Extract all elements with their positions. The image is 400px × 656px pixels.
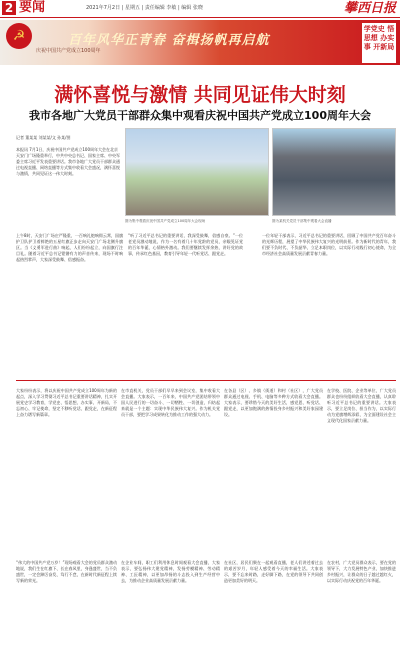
article-column: 上午8时，天安门广场庄严隆重，一百响礼炮响彻云霄，国旗护卫队护卫着鲜艳的五星红旗正步走向天安门广场北侧升旗区。当《义勇军进行曲》响起，人们纷纷起立，向国旗行注目礼。随着习近平总书记铿锵有力的声音传来，现场不时响起热烈掌声，大家深受鼓舞、倍感振奋。 [16,233,123,262]
byline: 记者 董某某 刘某某/文 孙某/图 [16,135,71,140]
article-column: 在企业车间，职工们利用休息时间观看大会直播，大家表示，要弘扬伟大建党精神，发扬劳模精神、劳动精神、工匠精神，以更加昂扬的斗志投入到生产经营中去，为推动企业高质量发展贡献力量。 [121,560,220,583]
lead-paragraph: 本报讯 7月1日，庆祝中国共产党成立100周年大会在北京天安门广场隆重举行，中共中央总书记、国家主席、中央军委主席习近平发表重要讲话。我市各地广大党员干部群众通过电视直播、网络直播等方式集中收看大会盛况，满怀喜悦与激情，共同见证这一伟大时刻。 [16,147,120,176]
article-column: 一位年轻干部表示，习近平总书记的重要讲话，回顾了中国共产党百年奋斗的光辉历程，展望了中华民族伟大复兴的光明前景。作为新时代的青年，我们要不负时代、不负韶华，立足本职岗位，以实际行动践行初心使命，为全市经济社会高质量发展贡献青春力量。 [262,233,396,256]
subheadline: 我市各地广大党员干部群众集中观看庆祝中国共产党成立100周年大会 [29,109,371,122]
masthead: 攀西日报 [343,1,396,16]
article-column: 在社区，居民们聚在一起观看直播，老人们讲述着过去的艰苦岁月，年轻人感受着今天的幸福生活。大家表示，要不忘来时路，走好脚下路，在党的领导下共同创造更加美好的明天。 [224,560,323,583]
page-number: 2 [2,1,16,15]
photo-caption: 图为集中观看庆祝中国共产党成立100周年大会现场 [125,219,206,223]
photo-caption: 图为某机关党员干部集中观看大会直播 [272,219,332,223]
banner-slogan: 学党史 悟思想 办实事 开新局 [362,23,396,63]
article-column: 大家纷纷表示，将以庆祝中国共产党成立100周年为新的起点，深入学习贯彻习近平总书记重要讲话精神，扎实开展党史学习教育，学党史、悟思想、办实事、开新局，不忘初心、牢记使命，坚定不移听党话、跟党走，在新征程上奋力谱写新篇章。 [16,388,117,417]
headline: 满怀喜悦与激情 共同见证伟大时刻 [54,84,346,106]
article-column: 在市直机关，党员干部们早早来到会议室，集中收看大会直播。大家表示，一百年来，中国共产党团结带领中国人民进行的一切奋斗、一切牺牲、一切创造，归结起来就是一个主题：实现中华民族伟大复兴。作为机关党员干部，要把学习成果转化为推动工作的强大动力。 [121,388,220,417]
photo-main [125,128,269,216]
article-column: 在各县（区）、乡镇（街道）和村（社区），广大党员群众通过电视、手机、电脑等多种方式收看大会直播。大家表示，要珍惜今天的美好生活，感党恩、听党话、跟党走，以更加饱满的热情投身乡村振兴和美好家园建设。 [224,388,323,417]
photo-secondary [272,128,396,216]
article-column: “听了习近平总书记的重要讲话，我深受鼓舞，倍感自豪。”一位老党员激动地说，作为一名有着几十年党龄的党员，亲眼见证党的百年华诞，心情格外激动。我们要继续发挥余热，讲好党的故事，传承红色基因，教育引导年轻一代听党话、跟党走。 [128,233,243,256]
banner-title: 百年风华正青春 奋楫扬帆再启航 [68,33,270,48]
article-column: “伟大的中国共产党万岁！”现场观看大会的党员群众激动地说，我们生在红旗下、长在春风里，身逢盛世，当不负盛世，一定会踔厉奋发、笃行不怠，在新时代新征程上续写新的荣光。 [16,560,117,583]
section-divider [16,380,396,381]
dateline: 2021年7月2日 | 星期五 | 责任编辑 李敏 | 编辑 张晓 [86,5,203,11]
page-header [0,0,400,18]
party-emblem-icon: ☭ [6,23,32,49]
article-column: 在学校、医院、企业等单位，广大党员群众也纷纷组织收看大会直播，认真聆听习近平总书记的重要讲话。大家表示，要立足岗位、担当作为，以实际行动为党旗增辉添彩，为全面建设社会主义现代化国家贡献力量。 [327,388,396,423]
banner-caption: 庆祝中国共产党成立100周年 [36,48,101,54]
article-column: 在农村，广大党员群众表示，要在党的领导下，大力发展特色产业，加快推进乡村振兴，让群众的日子越过越红火，以实际行动庆祝党的百年华诞。 [327,560,396,583]
section-title: 要闻 [19,0,46,15]
